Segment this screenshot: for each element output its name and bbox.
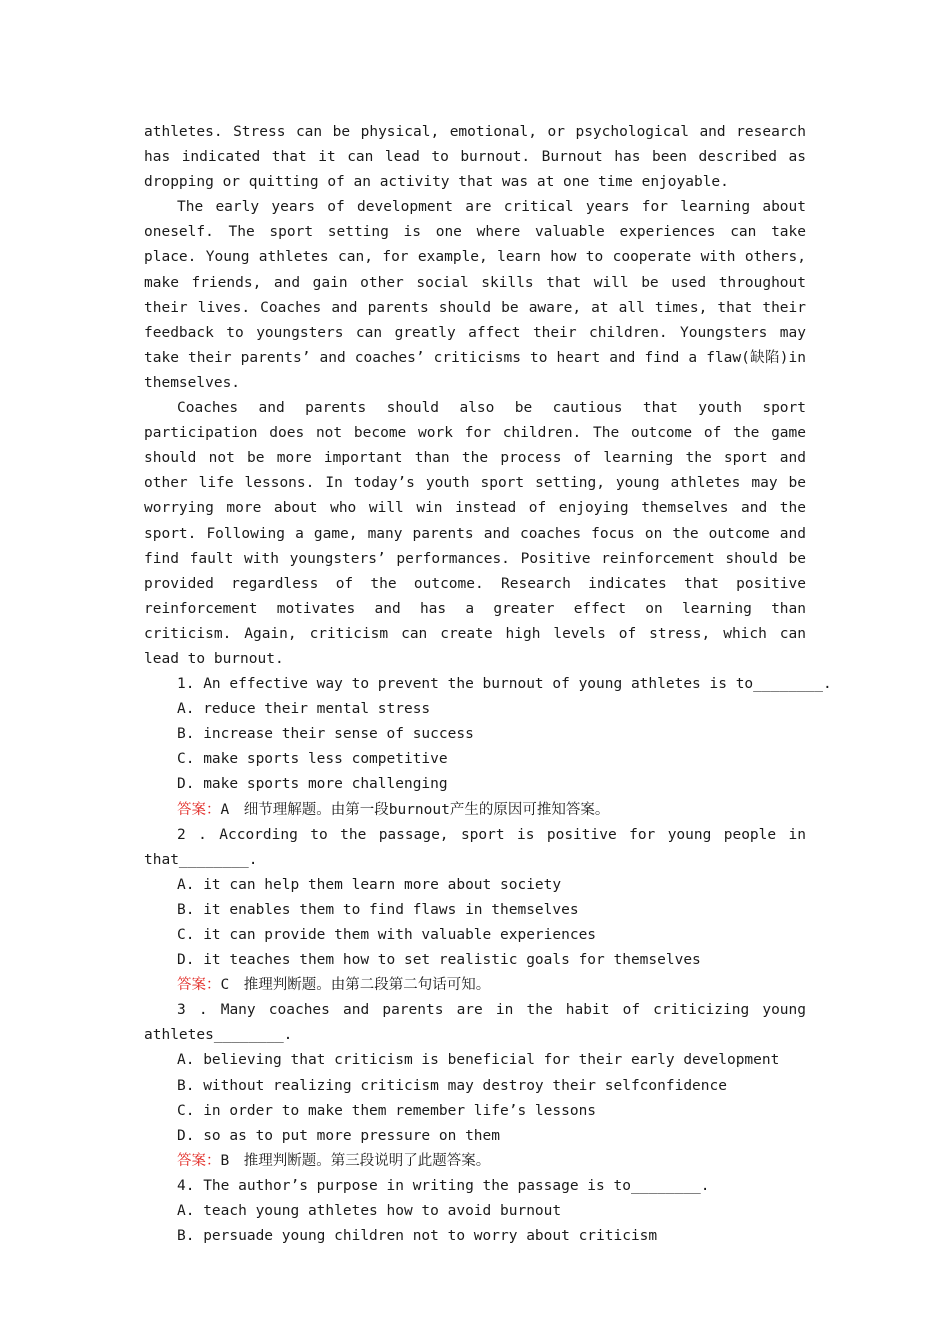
- document-page: [144, 120, 832, 1249]
- question-4-stem: 4. The author’s purpose in writing the passage is to________.: [177, 1177, 710, 1194]
- answer-label: 答案：: [177, 801, 221, 818]
- question-2-stem: 2 . According to the passage, sport is positive for young people in that________.: [144, 826, 806, 868]
- question-3-option-a: A. believing that criticism is beneficial for their early development: [177, 1052, 780, 1069]
- question-3-option-c: C. in order to make them remember life’s lessons: [177, 1102, 597, 1119]
- paragraph-2: The early years of development are critical years for learning about oneself. The sport setting is one where valuable experiences can take place. Young athletes can, for example, learn how to cooperate with others, make friends, and gain other social skills that will be used throughout their lives. Coaches and parents should be aware, at all times, that their feedback to youngsters can greatly affect their children. Youngsters may take their parents’ and coaches’ criticisms to heart and find a flaw(缺陷)in themselves.: [144, 199, 806, 391]
- answer-text: B 推理判断题。第三段说明了此题答案。: [220, 1152, 491, 1169]
- question-2-option-c: C. it can provide them with valuable experiences: [177, 927, 597, 943]
- question-1-option-d: D. make sports more challenging: [177, 776, 448, 793]
- question-4-option-b: B. persuade young children not to worry about criticism: [177, 1228, 658, 1245]
- question-2-option-a: A. it can help them learn more about society: [177, 876, 562, 893]
- question-3-answer: [144, 1149, 806, 1174]
- question-3-stem: 3 . Many coaches and parents are in the habit of criticizing young athletes________.: [144, 1002, 806, 1044]
- answer-label: 答案：: [177, 977, 221, 994]
- question-3-option-d: D. so as to put more pressure on them: [177, 1127, 501, 1144]
- answer-text: A 细节理解题。由第一段burnout产生的原因可推知答案。: [220, 801, 610, 818]
- question-4-option-a: A. teach young athletes how to avoid burnout: [177, 1203, 562, 1220]
- question-1-option-a: A. reduce their mental stress: [177, 701, 431, 718]
- question-1-option-c: C. make sports less competitive: [177, 751, 448, 768]
- question-3-option-b: B. without realizing criticism may destroy their selfconfidence: [177, 1077, 727, 1094]
- question-1-answer: [144, 798, 806, 823]
- paragraph-3: Coaches and parents should also be cautious that youth sport participation does not become work for children. The outcome of the game should not be more important than the process of learning the sport and other life lessons. In today’s youth sport setting, young athletes may be worrying more about who will win instead of enjoying themselves and the sport. Following a game, many parents and coaches focus on the outcome and find fault with youngsters’ performances. Positive reinforcement should be provided regardless of the outcome. Research indicates that positive reinforcement motivates and has a greater effect on learning than criticism. Again, criticism can create high levels of stress, which can lead to burnout.: [144, 400, 806, 667]
- question-1-stem: 1. An effective way to prevent the burnout of young athletes is to________.: [177, 676, 832, 693]
- question-2-answer: [144, 973, 806, 998]
- answer-label: 答案：: [177, 1152, 221, 1169]
- answer-text: C 推理判断题。由第二段第二句话可知。: [220, 977, 491, 994]
- question-1-option-b: B. increase their sense of success: [177, 726, 474, 743]
- question-2-option-b: B. it enables them to find flaws in themselves: [177, 901, 579, 918]
- paragraph-1: athletes. Stress can be physical, emotional, or psychological and research has indicated that it can lead to burnout. Burnout has been described as dropping or quitting of an activity that was at one time enjoyable.: [144, 124, 806, 191]
- question-2-option-d: D. it teaches them how to set realistic goals for themselves: [177, 952, 701, 969]
